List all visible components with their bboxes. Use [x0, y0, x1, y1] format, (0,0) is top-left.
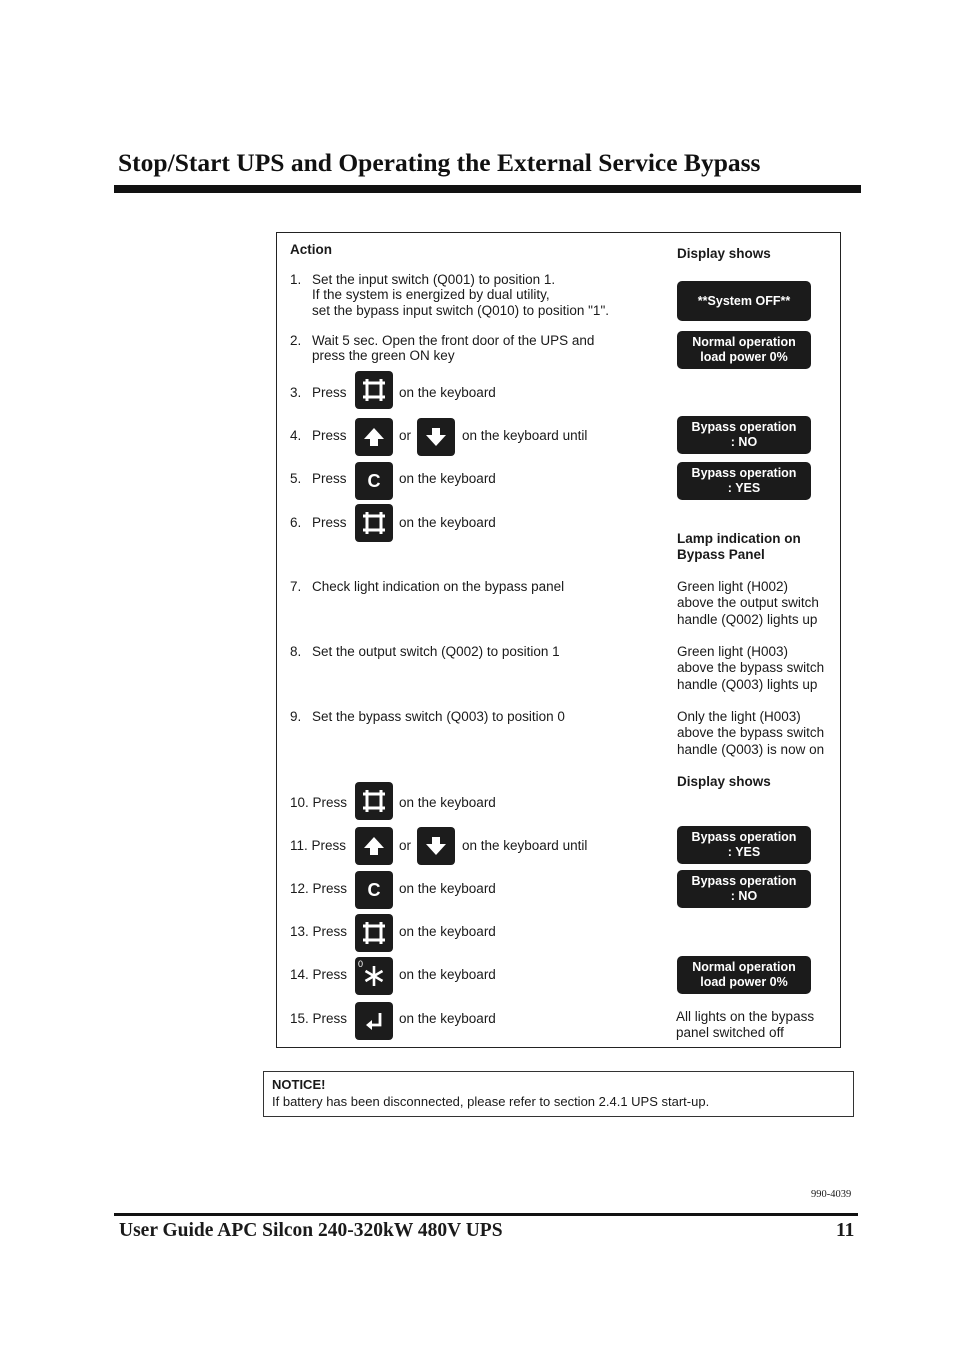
- enter-key: [355, 1002, 393, 1040]
- display-screen: [677, 826, 811, 864]
- display-line: Bypass operation: [691, 466, 797, 480]
- lamp-line: handle (Q003) is now on: [677, 741, 825, 757]
- press-label: Press: [312, 515, 347, 530]
- title-rule: [114, 185, 861, 193]
- press-label: Press: [312, 428, 347, 443]
- step-number: 13. Press: [290, 924, 348, 939]
- display-line: : YES: [727, 845, 761, 859]
- keyboard-text: on the keyboard: [399, 881, 496, 896]
- menu-frame-icon: [361, 788, 387, 814]
- menu-frame-icon: [361, 510, 387, 536]
- step-number: 12. Press: [290, 881, 348, 896]
- or-label: or: [399, 428, 412, 443]
- step-number: 5.: [290, 471, 302, 486]
- arrow-down-icon: [424, 425, 448, 449]
- lamp-line: handle (Q003) lights up: [677, 676, 818, 692]
- step-text: If the system is energized by dual utility,: [312, 287, 550, 302]
- display-line: : YES: [727, 481, 761, 495]
- display-line: : NO: [730, 889, 758, 903]
- enter-icon: [363, 1010, 385, 1032]
- keyboard-text: on the keyboard: [399, 795, 496, 810]
- menu-key: [355, 504, 393, 542]
- keyboard-text: on the keyboard: [399, 471, 496, 486]
- step-number: 9.: [290, 709, 302, 724]
- menu-key: [355, 371, 393, 409]
- lamp-line: handle (Q002) lights up: [677, 611, 818, 627]
- footer-title: User Guide APC Silcon 240-320kW 480V UPS: [119, 1220, 503, 1241]
- display-screen: [677, 331, 811, 369]
- step-number: 14. Press: [290, 967, 348, 982]
- step-number: 4.: [290, 428, 302, 443]
- asterisk-icon: [362, 964, 386, 988]
- step-text: Set the bypass switch (Q003) to position 0: [312, 709, 565, 724]
- display-header: Display shows: [677, 246, 771, 261]
- step-number: 1.: [290, 272, 302, 287]
- display-line: Bypass operation: [691, 830, 797, 844]
- step-text: press the green ON key: [312, 348, 455, 363]
- step-text: set the bypass input switch (Q010) to position "1".: [312, 303, 609, 318]
- display-screen: [677, 956, 811, 994]
- key-superscript: 0: [358, 959, 364, 969]
- step-number: 2.: [290, 333, 302, 348]
- step-text: Check light indication on the bypass panel: [312, 579, 565, 594]
- display-screen: [677, 462, 811, 500]
- step-number: 6.: [290, 515, 302, 530]
- keyboard-text: on the keyboard: [399, 385, 496, 400]
- step-text: Wait 5 sec. Open the front door of the UPS and: [312, 333, 595, 348]
- footer-rule: [114, 1213, 858, 1216]
- display-line: Bypass operation: [691, 420, 797, 434]
- display-line: Normal operation: [692, 960, 796, 974]
- lamp-line: Green light (H002): [677, 579, 789, 594]
- notice-title: NOTICE!: [272, 1077, 326, 1092]
- step-number: 10. Press: [290, 795, 348, 810]
- step-text: Set the input switch (Q001) to position 1.: [312, 272, 556, 287]
- lamp-line: Only the light (H003): [677, 709, 801, 724]
- display-header: Display shows: [677, 774, 771, 789]
- lamp-line: All lights on the bypass: [676, 1009, 815, 1024]
- lamp-header: Bypass Panel: [677, 547, 765, 562]
- display-screen: [677, 870, 811, 908]
- step-number: 15. Press: [290, 1011, 348, 1026]
- arrow-up-icon: [362, 834, 386, 858]
- menu-frame-icon: [361, 377, 387, 403]
- step-number: 11. Press: [290, 838, 347, 853]
- display-line: Bypass operation: [691, 874, 797, 888]
- menu-frame-icon: [361, 920, 387, 946]
- step-number: 7.: [290, 579, 302, 594]
- lamp-indication: [676, 1009, 814, 1042]
- star-key: [355, 957, 393, 995]
- display-line: : NO: [730, 435, 758, 449]
- lamp-line: above the bypass switch: [677, 725, 825, 741]
- display-line: load power 0%: [700, 975, 788, 989]
- keyboard-text: on the keyboard: [399, 515, 496, 530]
- menu-key: [355, 782, 393, 820]
- display-screen: [677, 416, 811, 454]
- action-header: Action: [290, 242, 332, 257]
- arrow-down-icon: [424, 834, 448, 858]
- lamp-header: Lamp indication on: [677, 531, 801, 546]
- down-key: [417, 827, 455, 865]
- up-key: [355, 418, 393, 456]
- menu-key: [355, 914, 393, 952]
- keyboard-text: on the keyboard: [399, 1011, 496, 1026]
- keyboard-text: on the keyboard: [399, 967, 496, 982]
- c-key: [355, 462, 393, 500]
- keyboard-text: on the keyboard: [399, 924, 496, 939]
- up-key: [355, 827, 393, 865]
- display-screen: [677, 281, 811, 321]
- keyboard-text: on the keyboard until: [462, 428, 588, 443]
- document-code: 990-4039: [811, 1189, 852, 1200]
- page-title: Stop/Start UPS and Operating the External Service Bypass: [118, 148, 761, 177]
- arrow-up-icon: [362, 425, 386, 449]
- keyboard-text: on the keyboard until: [462, 838, 588, 853]
- lamp-line: Green light (H003): [677, 644, 789, 659]
- display-line: Normal operation: [692, 335, 796, 349]
- lamp-indication: [677, 644, 824, 693]
- lamp-line: above the output switch: [677, 595, 819, 611]
- step-number: 8.: [290, 644, 302, 659]
- lamp-indication: [677, 709, 824, 758]
- notice-text: If battery has been disconnected, please refer to section 2.4.1 UPS start-up.: [272, 1094, 710, 1109]
- page-number: 11: [836, 1220, 855, 1241]
- down-key: [417, 418, 455, 456]
- lamp-line: panel switched off: [676, 1025, 784, 1041]
- c-key: [355, 871, 393, 909]
- c-key-icon: C: [367, 879, 381, 900]
- press-label: Press: [312, 471, 347, 486]
- step-text: Set the output switch (Q002) to position 1: [312, 644, 560, 659]
- display-line: **System OFF**: [697, 293, 791, 308]
- lamp-line: above the bypass switch: [677, 660, 825, 676]
- press-label: Press: [312, 385, 347, 400]
- or-label: or: [399, 838, 412, 853]
- lamp-indication: [677, 579, 819, 628]
- step-number: 3.: [290, 385, 302, 400]
- display-line: load power 0%: [700, 350, 788, 364]
- c-key-icon: C: [367, 470, 381, 491]
